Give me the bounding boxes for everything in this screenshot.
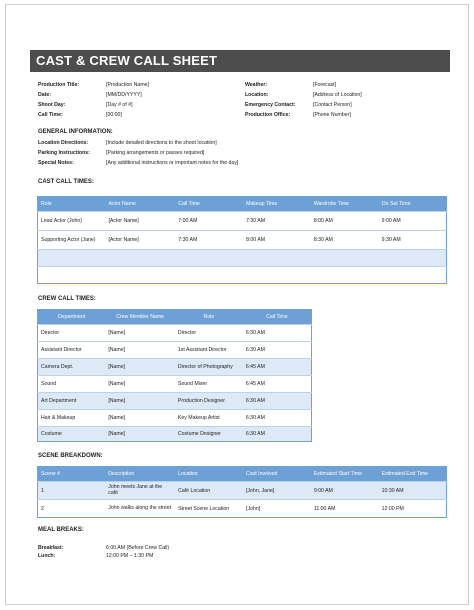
production-office-value: [Phone Number] [313,112,351,118]
crew-col-crew-member-name: Crew Member Name [105,310,175,325]
crew-table-header [38,310,312,325]
table-cell: [Name] [105,342,175,359]
meal-breaks-heading: MEAL BREAKS: [38,527,84,533]
scene-breakdown-table [37,466,447,518]
scene-col-estimated-start-time: Estimated Start Time [311,467,379,482]
table-row [38,267,447,284]
table-cell: Sound [38,376,106,393]
date-label: Date: [38,92,51,98]
date-value: [MM/DD/YYYY] [106,92,142,98]
table-cell [379,267,447,284]
table-cell [311,250,379,267]
general-information-heading: GENERAL INFORMATION: [38,129,113,135]
special-notes-value: [Any additional instructions or important notes for the day] [106,160,239,166]
table-cell: 9:00 AM [311,482,379,500]
scene-col-scene-number: Scene # [38,467,106,482]
table-row [38,325,312,342]
cast-table-header [38,197,447,212]
table-cell: [Name] [105,376,175,393]
shoot-day-value: [Day # of #] [106,102,133,108]
breakfast-label: Breakfast: [38,545,64,551]
table-row [38,427,312,442]
shoot-day-label: Shoot Day: [38,102,66,108]
call-time-value: [00:00] [106,112,122,118]
table-cell: [Name] [105,359,175,376]
table-cell: Lead Actor (John) [38,212,106,231]
table-cell: 8:00 AM [243,231,311,250]
table-cell: 6:30 AM [243,342,312,359]
table-row [38,376,312,393]
table-cell: Supporting Actor (Jane) [38,231,106,250]
table-cell [175,267,243,284]
table-cell: Sound Mixer [175,376,243,393]
table-cell: 6:30 AM [243,325,312,342]
table-cell [379,250,447,267]
table-cell: 8:00 AM [311,212,379,231]
table-cell: 1 [38,482,106,500]
crew-col-department: Department [38,310,106,325]
table-cell: Camera Dept. [38,359,106,376]
table-cell: John walks along the street [105,500,175,518]
table-cell: 7:30 AM [243,212,311,231]
table-row [38,410,312,427]
table-cell: Production Designer [175,393,243,410]
table-cell: [Name] [105,427,175,442]
table-cell [175,250,243,267]
emergency-contact-label: Emergency Contact: [245,102,296,108]
scene-table-header [38,467,447,482]
scene-col-cast-involved: Cast Involved [243,467,311,482]
table-cell [311,267,379,284]
breakfast-value: 6:00 AM (Before Crew Call) [106,545,170,551]
header-info-left [38,83,238,123]
table-row [38,231,447,250]
production-office-label: Production Office: [245,112,291,118]
crew-col-call-time: Call Time [243,310,312,325]
table-cell: Costume [38,427,106,442]
table-cell: Street Scene Location [175,500,243,518]
table-row [38,500,447,518]
table-row [38,359,312,376]
table-row [38,212,447,231]
scene-col-description: Description [105,467,175,482]
table-cell: Director [175,325,243,342]
table-cell [38,250,106,267]
weather-value: [Forecast] [313,82,337,88]
scene-col-estimated-end-time: Estimated End Time [379,467,447,482]
weather-label: Weather: [245,82,268,88]
table-cell: John meets Jane at the café [105,482,175,500]
table-cell: 7:00 AM [175,212,243,231]
table-cell: 2 [38,500,106,518]
table-cell: 8:30 AM [311,231,379,250]
crew-call-times-table [37,309,312,442]
cast-col-call-time: Call Time [175,197,243,212]
cast-col-role: Role [38,197,106,212]
table-cell: [John] [243,500,311,518]
header-info-right [245,83,445,123]
call-time-label: Call Time: [38,112,63,118]
table-cell: Key Makeup Artist [175,410,243,427]
table-cell [105,267,175,284]
table-cell: 10:30 AM [379,482,447,500]
location-directions-value: [Include detailed directions to the shoot location] [106,140,217,146]
table-cell: Assistant Director [38,342,106,359]
table-row [38,482,447,500]
table-cell: Café Location [175,482,243,500]
table-cell: Costume Designer [175,427,243,442]
table-cell: 6:30 AM [243,410,312,427]
table-cell [38,267,106,284]
table-cell: [Name] [105,325,175,342]
table-cell: [Name] [105,393,175,410]
document-title: CAST & CREW CALL SHEET [30,50,450,72]
table-cell: 9:30 AM [379,231,447,250]
parking-instructions-label: Parking Instructions: [38,150,90,156]
table-cell: Director [38,325,106,342]
table-cell: 6:30 AM [243,427,312,442]
crew-call-times-heading: CREW CALL TIMES: [38,296,96,302]
table-cell: 6:45 AM [243,376,312,393]
table-cell: 1st Assistant Director [175,342,243,359]
production-title-value: [Production Name] [106,82,149,88]
table-cell: 11:00 AM [311,500,379,518]
table-row [38,342,312,359]
cast-col-actor-name: Actor Name [105,197,175,212]
cast-call-times-heading: CAST CALL TIMES: [38,179,94,185]
crew-col-role: Role [175,310,243,325]
cast-col-makeup-time: Makeup Time [243,197,311,212]
table-cell: [John, Jane] [243,482,311,500]
cast-call-times-table [37,196,447,284]
table-row [38,250,447,267]
table-cell: [Name] [105,410,175,427]
cast-col-wardrobe-time: Wardrobe Time [311,197,379,212]
table-cell: 6:45 AM [243,359,312,376]
parking-instructions-value: [Parking arrangements or passes required] [106,150,205,156]
lunch-value: 12:00 PM – 1:30 PM [106,553,154,559]
table-cell [243,267,311,284]
table-cell: 12:00 PM [379,500,447,518]
table-cell [105,250,175,267]
table-cell: 6:30 AM [243,393,312,410]
location-value: [Address of Location] [313,92,362,98]
table-cell [243,250,311,267]
scene-col-location: Location [175,467,243,482]
table-row [38,393,312,410]
emergency-contact-value: [Contact Person] [313,102,352,108]
table-cell: Art Department [38,393,106,410]
scene-breakdown-heading: SCENE BREAKDOWN: [38,453,103,459]
table-cell: Director of Photography [175,359,243,376]
table-cell: 7:30 AM [175,231,243,250]
lunch-label: Lunch: [38,553,56,559]
table-cell: [Actor Name] [105,212,175,231]
production-title-label: Production Title: [38,82,80,88]
special-notes-label: Special Notes: [38,160,74,166]
table-cell: [Actor Name] [105,231,175,250]
location-directions-label: Location Directions: [38,140,89,146]
table-cell: Hair & Makeup [38,410,106,427]
cast-col-on-set-time: On Set Time [379,197,447,212]
location-label: Location: [245,92,269,98]
table-cell: 9:00 AM [379,212,447,231]
